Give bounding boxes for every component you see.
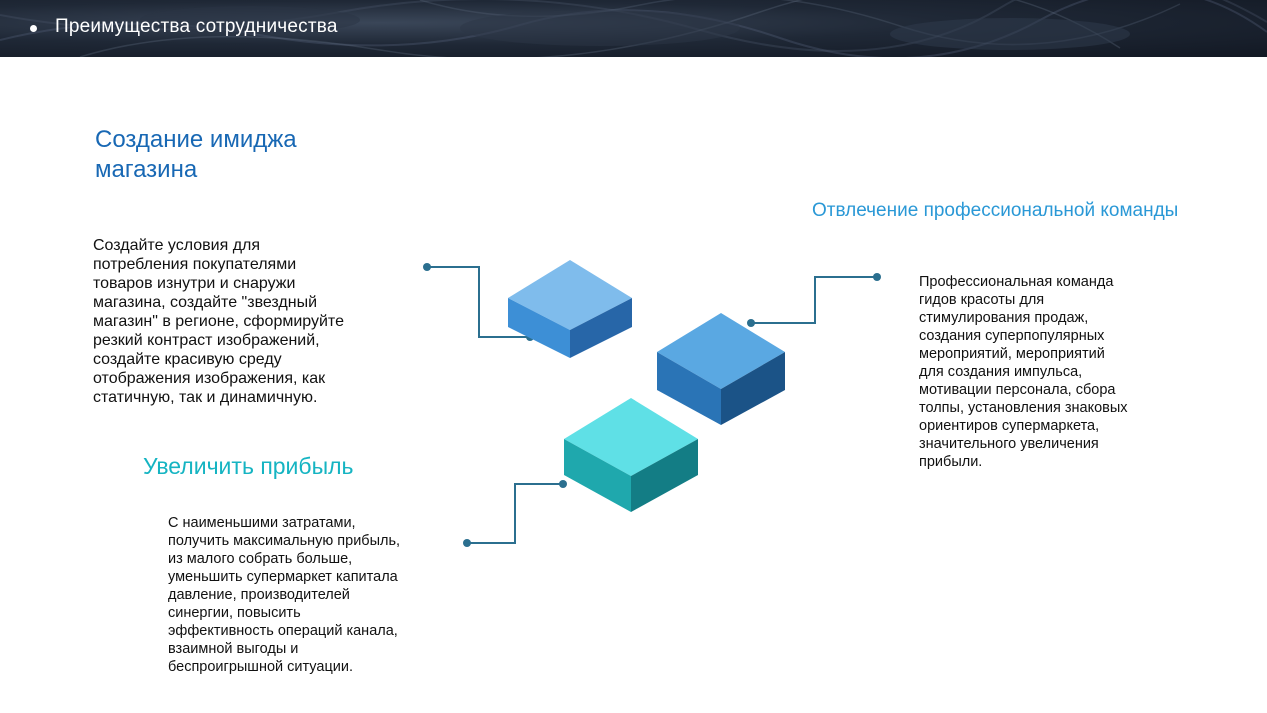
- section-text-professional-team: Профессиональная команда гидов красоты для стимулирования продаж, создания суперпопулярных мероприятий, мероприятий для создания импульса, мотивации персонала, сбора толпы, установления знаковых ориентиров супермаркета, значительного увеличения прибыли.: [919, 274, 1128, 470]
- connector-dot-icon: [423, 263, 431, 271]
- connector-dot-icon: [747, 319, 755, 327]
- cube-teal-icon: [564, 398, 698, 512]
- cube-light-blue-icon: [508, 260, 632, 358]
- section-title-store-image: Создание имиджа магазина: [95, 126, 297, 183]
- connector-line-increase-profit: [463, 480, 567, 547]
- section-title-professional-team: Отвлечение профессиональной команды: [812, 200, 1179, 221]
- connector-dot-icon: [873, 273, 881, 281]
- cube-mid-blue-icon: [657, 313, 785, 425]
- section-title-increase-profit: Увеличить прибыль: [143, 453, 354, 479]
- section-text-store-image: Создайте условия для потребления покупателями товаров изнутри и снаружи магазина, создайте "звездный магазин" в регионе, сформируйте резкий контраст изображений, создайте красивую среду отображения изображения, как статичную, так и динамичную.: [93, 237, 344, 406]
- connector-line-professional-team: [747, 273, 881, 327]
- page-title: Преимущества сотрудничества: [55, 16, 338, 37]
- connector-dot-icon: [559, 480, 567, 488]
- section-text-increase-profit: С наименьшими затратами, получить максимальную прибыль, из малого собрать больше, уменьшить супермаркет капитала давление, производителей синергии, повысить эффективность операций канала, взаимной выгоды и беспроигрышной ситуации.: [168, 515, 401, 675]
- connector-dot-icon: [463, 539, 471, 547]
